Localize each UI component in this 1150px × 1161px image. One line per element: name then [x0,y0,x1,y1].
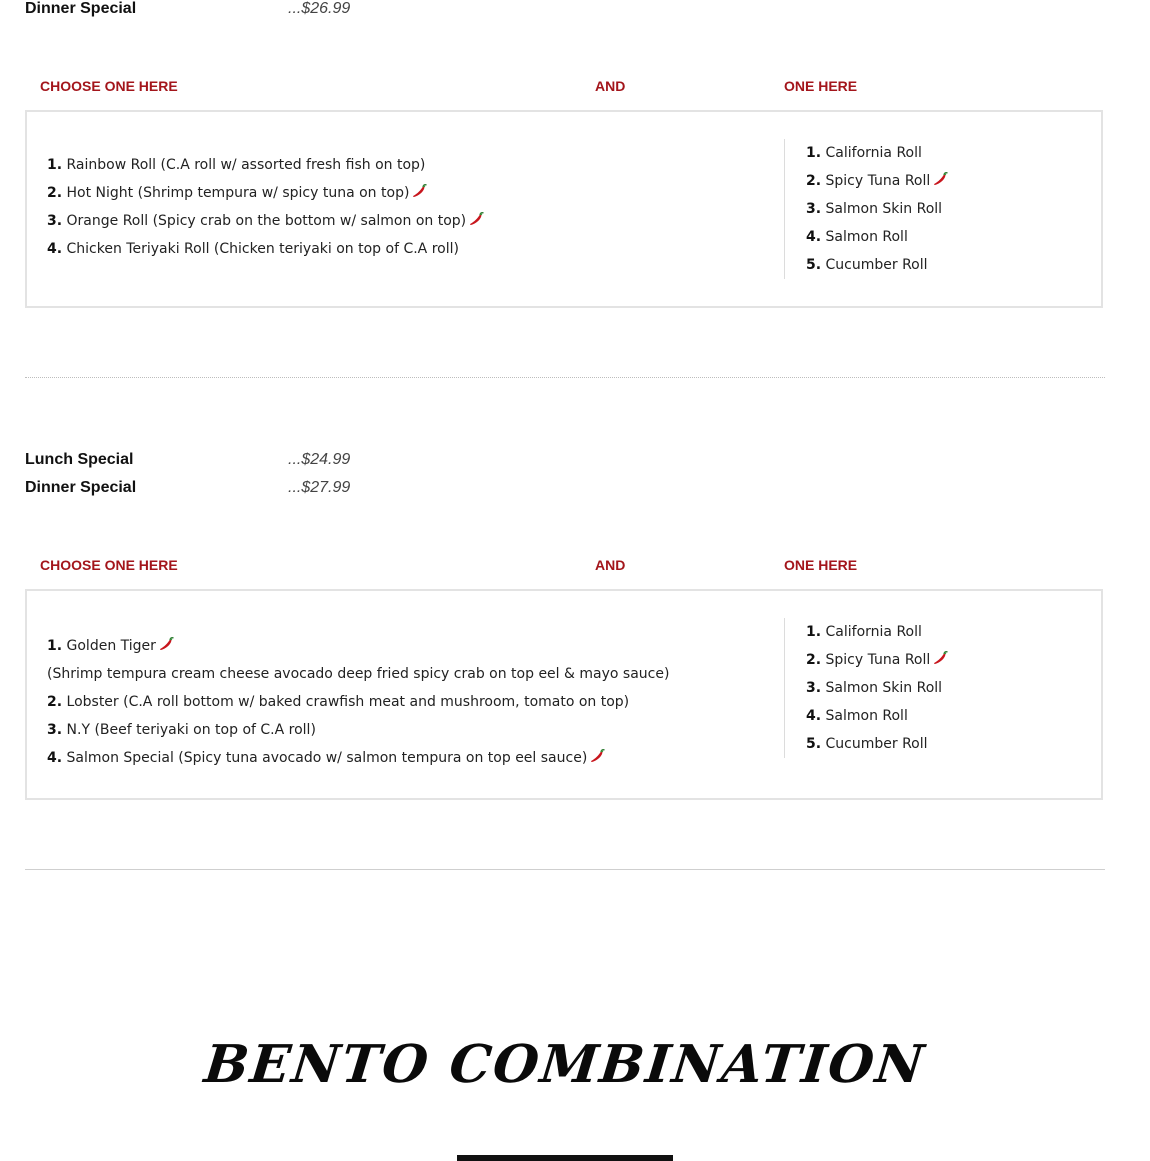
section-divider [25,377,1105,378]
item-text: California Roll [825,624,922,640]
item-text: Salmon Roll [825,708,908,724]
item-text: Rainbow Roll (C.A roll w/ assorted fresh fish on top) [66,157,426,173]
item-text: Chicken Teriyaki Roll (Chicken teriyaki on top of C.A roll) [66,241,459,257]
dinner-special-label: Dinner Special [25,0,137,17]
combo-box-1 [25,110,1103,308]
item-text: N.Y (Beef teriyaki on top of C.A roll) [66,722,316,738]
item-text: Spicy Tuna Roll [825,652,931,668]
chili-pepper-icon [409,185,427,201]
list-item [806,730,948,758]
item-text: Cucumber Roll [825,736,928,752]
item-number: 3. [806,201,822,217]
list-item [47,235,484,263]
bento-combination-heading: BENTO COMBINATION [201,1034,929,1095]
item-number: 4. [806,229,822,245]
right-item-list [784,618,948,758]
choose-one-header: CHOOSE ONE HERE [40,78,178,94]
list-item [806,702,948,730]
list-item [47,688,669,716]
chili-pepper-icon [930,173,948,189]
item-text: Orange Roll (Spicy crab on the bottom w/ salmon on top) [66,213,467,229]
list-item [47,716,669,744]
choose-one-header: CHOOSE ONE HERE [40,557,178,573]
item-text: Golden Tiger [66,638,156,654]
item-number: 4. [806,708,822,724]
right-item-list [784,139,948,279]
list-item [47,660,669,688]
lunch-special-price: ...$24.99 [288,451,351,468]
item-number: 1. [47,638,63,654]
list-item [806,251,948,279]
item-text: (Shrimp tempura cream cheese avocado deep fried spicy crab on top eel & mayo sauce) [47,666,670,682]
item-text: Lobster (C.A roll bottom w/ baked crawfish meat and mushroom, tomato on top) [66,694,630,710]
chili-pepper-icon [466,213,484,229]
left-item-list [47,151,484,263]
item-text: Spicy Tuna Roll [825,173,931,189]
item-text: Hot Night (Shrimp tempura w/ spicy tuna on top) [66,185,410,201]
item-text: Salmon Skin Roll [825,680,943,696]
item-text: Salmon Special (Spicy tuna avocado w/ salmon tempura on top eel sauce) [66,750,588,766]
list-item [47,744,669,772]
item-number: 2. [806,173,822,189]
item-text: Cucumber Roll [825,257,928,273]
item-number: 4. [47,241,63,257]
item-number: 1. [806,624,822,640]
item-text: California Roll [825,145,922,161]
list-item [47,151,484,179]
one-here-header: ONE HERE [784,78,858,94]
item-number: 4. [47,750,63,766]
item-number: 2. [47,694,63,710]
chili-pepper-icon [930,652,948,668]
lunch-special-label: Lunch Special [25,451,134,468]
list-item [806,195,948,223]
and-header: AND [595,557,626,573]
dinner-special-price: ...$27.99 [288,479,351,496]
section-divider [25,869,1105,870]
item-number: 1. [47,157,63,173]
item-number: 3. [47,213,63,229]
one-here-header: ONE HERE [784,557,858,573]
dinner-special-price: ...$26.99 [288,0,351,17]
item-text: Salmon Skin Roll [825,201,943,217]
item-number: 2. [47,185,63,201]
combo-box-2 [25,589,1103,800]
list-item [47,632,669,660]
item-number: 3. [47,722,63,738]
list-item [47,179,484,207]
list-item [806,139,948,167]
item-number: 1. [806,145,822,161]
item-number: 3. [806,680,822,696]
item-number: 5. [806,736,822,752]
list-item [806,646,948,674]
list-item [806,674,948,702]
list-item [806,167,948,195]
chili-pepper-icon [156,638,174,654]
list-item [806,618,948,646]
item-number: 5. [806,257,822,273]
list-item [806,223,948,251]
heading-underline-bar [457,1155,673,1161]
left-item-list [47,632,669,772]
dinner-special-label: Dinner Special [25,479,137,496]
chili-pepper-icon [587,750,605,766]
and-header: AND [595,78,626,94]
list-item [47,207,484,235]
item-number: 2. [806,652,822,668]
item-text: Salmon Roll [825,229,908,245]
